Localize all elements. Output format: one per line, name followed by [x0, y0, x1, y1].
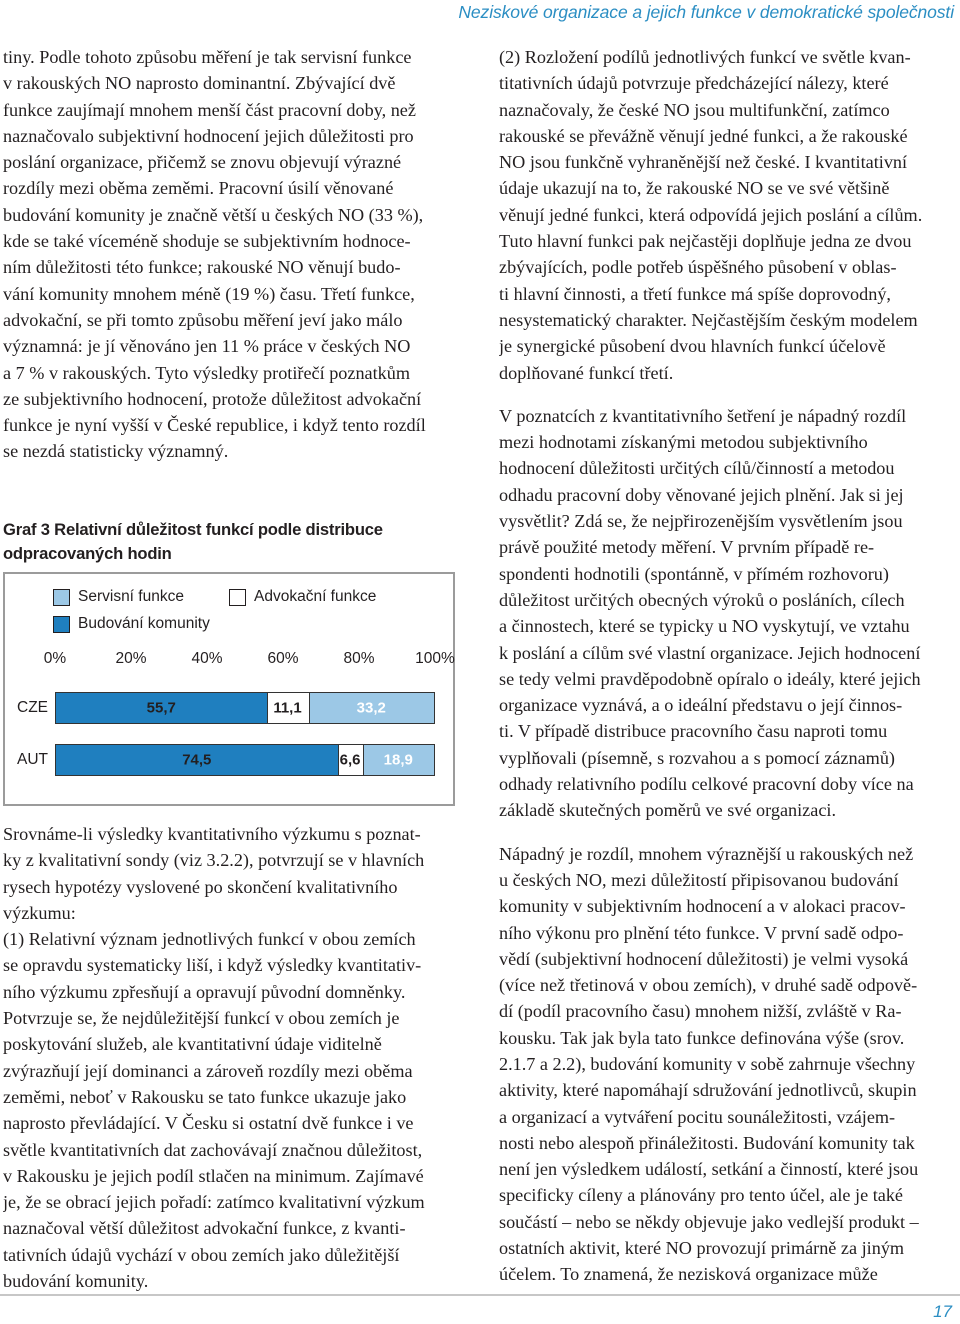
paragraph-gap: [499, 386, 954, 403]
chart: [3, 572, 455, 806]
bar-track: [55, 744, 435, 776]
paragraph: [499, 44, 954, 386]
text-line: ního výzkumu zpřesňují a opravují původní domněnky.: [3, 981, 406, 1002]
bar-value-label: 18,9: [383, 751, 413, 769]
x-tick-label: 40%: [191, 650, 223, 667]
text-line: právě použité metody měření. V prvním případě re-: [499, 537, 875, 558]
text-line: v rakouských NO naprosto dominantní. Zbývající dvě: [3, 73, 396, 94]
legend-swatch: [229, 589, 246, 606]
text-line: funkce zaujímají mnohem menší část pracovní doby, než: [3, 99, 416, 120]
text-line: naznačovalo subjektivní hodnocení jejich důležitosti pro: [3, 125, 414, 146]
text-line: ního výkonu pro plnění této funkce. V první sadě odpo-: [499, 922, 904, 943]
text-line: ním důležitosti této funkce; rakouské NO věnují budo-: [3, 257, 401, 278]
text-line: rakouské se převážně věnují jedné funkci, a že rakouské: [499, 125, 908, 146]
text-line: naznačoval větší důležitost advokační funkce, z kvanti-: [3, 1218, 406, 1239]
figure-title-line: odpracovaných hodin: [3, 544, 172, 563]
text-line: Tuto hlavní funkci pak nejčastěji doplňuje jedna ze dvou: [499, 231, 912, 252]
text-line: 2.1.7 a 2.2), budování komunity v sobě zahrnuje všechny: [499, 1053, 916, 1074]
text-line: (1) Relativní význam jednotlivých funkcí v obou zemích: [3, 929, 416, 950]
bar-track: [55, 692, 435, 724]
text-line: důležitost určitých obecných výroků o posláních, cílech: [499, 589, 905, 610]
text-line: specificky cíleny a plánovány pro tento účel, ale je také: [499, 1185, 903, 1206]
text-line: se opravdu systematicky liší, i když výsledky kvantitativ-: [3, 955, 422, 976]
legend-swatch: [53, 616, 70, 633]
bar-value-label: 74,5: [182, 751, 212, 769]
text-line: zbývajících, podle potřeb úspěšného působení v oblas-: [499, 257, 897, 278]
text-line: věnují jedné funkci, která odpovídá jejich poslání a cílům.: [499, 204, 923, 225]
bar-value-label: 6,6: [339, 751, 361, 769]
text-line: budování komunity.: [3, 1271, 149, 1292]
text-line: naznačovaly, že české NO jsou multifunkční, zatímco: [499, 99, 890, 120]
text-line: advokační, se při tomto způsobu měření jeví jako málo: [3, 309, 403, 330]
x-tick-label: 60%: [267, 650, 299, 667]
text-line: ze subjektivního hodnocení, protože důležitost advokační: [3, 388, 422, 409]
figure-title: [3, 518, 459, 566]
text-line: NO jsou funkčně vyhraněnější než české. I kvantitativní: [499, 152, 908, 173]
x-tick-label: 100%: [415, 650, 455, 667]
text-line: zeměmi, neboť v Rakousku se tato funkce ukazuje jako: [3, 1086, 407, 1107]
text-line: odhady relativního podílu celkové pracovní doby více na: [499, 774, 914, 795]
text-line: doplňované funkcí třetí.: [499, 362, 674, 383]
text-line: dí (podíl pracovního času) mnohem nižší, zvláště v Ra-: [499, 1001, 902, 1022]
bar-value-label: 11,1: [273, 699, 302, 717]
text-line: k poslání a cílům své vlastní organizace. Jejich hodnocení: [499, 642, 921, 663]
text-line: Potvrzuje se, že nejdůležitější funkcí v obou zemích je: [3, 1008, 400, 1029]
text-line: Nápadný je rozdíl, mnohem výraznější u rakouských než: [499, 843, 914, 864]
text-line: rysech hypotézy vyslovené po skončení kvalitativního: [3, 876, 398, 897]
left-top-text: [3, 44, 459, 495]
text-line: účelem. To znamená, že nezisková organizace může: [499, 1264, 878, 1285]
text-line: funkce je nyní vyšší v České republice, i když tento rozdíl: [3, 415, 426, 436]
text-line: kousku. Tak jak byla tato funkce definována výše (srov.: [499, 1027, 905, 1048]
text-line: součástí – nebo se někdy objevuje jako vedlejší produkt –: [499, 1211, 919, 1232]
text-line: poskytování služeb, ale kvantitativní údaje viditelně: [3, 1034, 382, 1055]
footer-rule: [0, 1294, 960, 1296]
text-line: nesystematický charakter. Nejčastějším českým modelem: [499, 309, 918, 330]
text-line: je synergické působení dvou hlavních funkcí účelově: [499, 336, 886, 357]
text-line: organizace vyznává, a o ideální představu o její činnos-: [499, 695, 903, 716]
paragraph: [499, 403, 954, 824]
legend-label: Advokační funkce: [254, 588, 377, 605]
text-line: aktivity, které napomáhají sdružování jednotlivců, skupin: [499, 1080, 917, 1101]
text-line: není jen výsledkem událostí, setkání a činností, které jsou: [499, 1159, 919, 1180]
text-line: v Rakousku je jejich podíl stlačen na minimum. Zajímavé: [3, 1165, 424, 1186]
text-line: odhadu pracovní doby věnované jejich plnění. Jak si jej: [499, 484, 904, 505]
category-label: CZE: [17, 699, 48, 716]
text-line: spondenti hodnotili (spontánně, v přímém rozhovoru): [499, 563, 889, 584]
text-line: vání komunity mnohem méně (19 %) času. Třetí funkce,: [3, 283, 415, 304]
legend-item: [53, 588, 184, 606]
text-line: vědí (subjektivní hodnocení důležitosti) je velmi vysoká: [499, 948, 909, 969]
text-line: údaje ukazují na to, že rakouské NO se ve své většině: [499, 178, 890, 199]
text-line: vysvětlit? Zdá se, že nejpřirozenějším vysvětlením jsou: [499, 511, 903, 532]
text-line: titativních údajů potvrzuje předcházející nálezy, které: [499, 73, 889, 94]
text-line: ostatních aktivit, které NO provozují primárně za jiným: [499, 1238, 905, 1259]
right-column: [499, 44, 954, 1288]
text-line: hodnocení důležitosti určitých cílů/činností a metodou: [499, 458, 895, 479]
text-line: a 7 % v rakouských. Tyto výsledky protiřečí poznatkům: [3, 362, 411, 383]
left-bottom-text: [3, 821, 459, 1294]
x-tick-label: 20%: [115, 650, 147, 667]
text-line: světle kvantitativních dat zachovávají značnou důležitost,: [3, 1139, 423, 1160]
bar-value-label: 55,7: [146, 699, 176, 717]
text-line: výzkumu:: [3, 902, 76, 923]
bar-value-label: 33,2: [356, 699, 386, 717]
text-line: V poznatcích z kvantitativního šetření je nápadný rozdíl: [499, 405, 907, 426]
text-line: Srovnáme-li výsledky kvantitativního výzkumu s poznat-: [3, 824, 421, 844]
category-label: AUT: [17, 751, 48, 768]
text-line: kde se také víceméně shoduje se subjektivním hodnoce-: [3, 231, 411, 252]
text-line: poslání organizace, přičemž se znovu objevují výrazné: [3, 152, 402, 173]
text-line: rozdíly mezi oběma zeměmi. Pracovní úsilí věnované: [3, 178, 394, 199]
text-line: tiny. Podle tohoto způsobu měření je tak servisní funkce: [3, 47, 412, 67]
left-column: [3, 44, 459, 1294]
text-line: tativních údajů vychází v obou zemích jako důležitější: [3, 1244, 400, 1265]
legend-swatch: [53, 589, 70, 606]
text-line: základě skutečných poměrů ve své organizaci.: [499, 800, 837, 821]
text-line: a organizací a vytváření pocitu sounáležitosti, vzájem-: [499, 1106, 896, 1127]
text-line: nosti nebo alespoň přináležitosti. Budování komunity tak: [499, 1132, 915, 1153]
text-line: u českých NO, mezi důležitostí připisovanou budování: [499, 869, 899, 890]
x-tick-label: 0%: [43, 650, 67, 667]
paragraph: [499, 841, 954, 1288]
text-line: je, že se obrací jejich pořadí: zatímco kvalitativní výzkum: [3, 1192, 425, 1213]
legend-item: [229, 588, 376, 606]
text-line: ti. V případě distribuce pracovního času naproti tomu: [499, 721, 888, 742]
text-line: ti hlavní činnosti, a třetí funkce má spíše doprovodný,: [499, 283, 891, 304]
text-line: zvýrazňují její dominanci a zároveň rozdíly mezi oběma: [3, 1060, 413, 1081]
paragraph-gap: [499, 824, 954, 841]
page-number: 17: [933, 1302, 952, 1321]
text-line: (2) Rozložení podílů jednotlivých funkcí ve světle kvan-: [499, 47, 911, 67]
text-line: vyplňovali (písemně, s rozvahou a s pomocí záznamů): [499, 747, 895, 768]
text-line: mezi hodnotami získanými metodou subjektivního: [499, 432, 868, 453]
text-line: (více než třetinová v obou zemích), v druhé sadě odpově-: [499, 975, 918, 996]
legend-label: Budování komunity: [78, 615, 210, 632]
text-line: naprosto převládající. V Česku si ostatní dvě funkce i ve: [3, 1113, 414, 1134]
figure-title-line: Graf 3 Relativní důležitost funkcí podle distribuce: [3, 520, 383, 539]
legend-item: [53, 615, 210, 633]
running-header: Neziskové organizace a jejich funkce v demokratické společnosti: [458, 2, 954, 22]
text-line: se nezdá statisticky významný.: [3, 441, 229, 462]
text-line: budování komunity je značně větší u českých NO (33 %),: [3, 204, 424, 225]
text-line: ky z kvalitativní sondy (viz 3.2.2), potvrzují se v hlavních: [3, 850, 425, 871]
text-line: významná: je jí věnováno jen 11 % práce v českých NO: [3, 336, 411, 357]
text-line: komunity v subjektivním hodnocení a v alokaci pracov-: [499, 896, 906, 917]
text-line: se tedy velmi pravděpodobně opíralo o ideály, které jejich: [499, 668, 921, 689]
text-line: a činnostech, které se typicky u NO vyskytují, ve vztahu: [499, 616, 910, 637]
x-tick-label: 80%: [343, 650, 375, 667]
legend-label: Servisní funkce: [78, 588, 184, 605]
